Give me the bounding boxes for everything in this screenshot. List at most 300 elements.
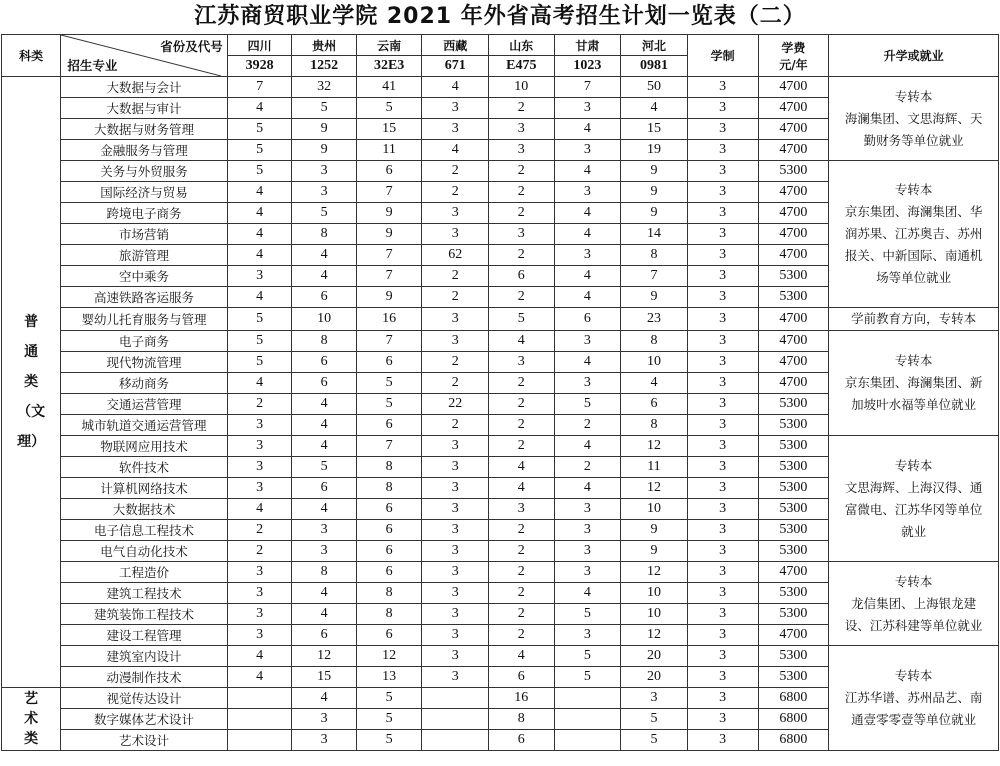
quota-cell: 6 [489,730,555,751]
fee-cell: 5300 [758,499,829,520]
quota-cell: 6 [356,625,422,646]
fee-header [758,35,829,77]
quota-cell: 16 [489,688,555,709]
duration-cell: 3 [687,373,758,394]
quota-cell: 4 [489,331,555,352]
fee-cell: 5300 [758,667,829,688]
province-code-label: 省份及代号 [160,39,223,54]
quota-cell: 3 [227,562,292,583]
duration-cell: 3 [687,667,758,688]
quota-cell: 10 [489,77,555,98]
major-cell: 关务与外贸服务 [61,161,228,182]
province-name: 山东 [489,35,555,56]
quota-cell: 4 [554,436,621,457]
quota-cell: 11 [621,457,688,478]
table-row [2,331,999,352]
table-row [2,161,999,182]
quota-cell: 2 [489,98,555,119]
quota-cell [554,709,621,730]
quota-cell: 3 [422,646,489,667]
fee-cell: 4700 [758,245,829,266]
quota-cell: 4 [422,140,489,161]
quota-cell: 3 [227,625,292,646]
quota-cell: 9 [621,203,688,224]
quota-cell: 3 [422,98,489,119]
quota-cell: 5 [621,709,688,730]
quota-cell: 5 [292,98,357,119]
quota-cell: 6 [356,499,422,520]
fee-cell: 4700 [758,77,829,98]
quota-cell: 3 [227,478,292,499]
major-label: 招生专业 [67,58,118,73]
quota-cell: 4 [554,203,621,224]
quota-cell [554,688,621,709]
duration-header: 学制 [687,35,758,77]
duration-cell: 3 [687,77,758,98]
quota-cell: 2 [422,373,489,394]
quota-cell: 5 [356,394,422,415]
quota-cell: 4 [489,646,555,667]
quota-cell: 2 [489,415,555,436]
quota-cell: 9 [621,287,688,308]
category-char: 类 [24,731,39,747]
quota-cell [422,688,489,709]
fee-cell: 5300 [758,415,829,436]
quota-cell: 10 [621,499,688,520]
quota-cell: 50 [621,77,688,98]
quota-cell: 9 [356,287,422,308]
quota-cell: 10 [621,352,688,373]
major-cell: 大数据技术 [61,499,228,520]
pathway-line: 专转本 [894,88,933,104]
quota-cell: 3 [554,98,621,119]
major-cell: 动漫制作技术 [61,667,228,688]
quota-cell: 4 [292,415,357,436]
quota-cell: 3 [422,604,489,625]
duration-cell: 3 [687,457,758,478]
quota-cell: 2 [489,604,555,625]
fee-cell: 4700 [758,373,829,394]
pathway-line: 专转本 [894,668,933,683]
major-cell: 移动商务 [61,373,228,394]
quota-cell: 3 [554,541,621,562]
fee-cell: 5300 [758,394,829,415]
quota-cell: 4 [227,287,292,308]
quota-cell: 3 [422,499,489,520]
quota-cell: 3 [554,245,621,266]
quota-cell [227,688,292,709]
pathway-line: 专转本 [894,353,933,368]
pathway-line: 京东集团、海澜集团、新 [844,375,983,390]
province-code: 1023 [554,56,621,77]
quota-cell: 6 [554,308,621,331]
quota-cell: 3 [422,667,489,688]
fee-header-line: 学费 [781,40,806,55]
fee-cell: 4700 [758,98,829,119]
quota-cell: 3 [489,119,555,140]
major-cell: 建筑室内设计 [61,646,228,667]
quota-cell [422,709,489,730]
fee-cell: 5300 [758,604,829,625]
quota-cell: 4 [554,478,621,499]
quota-cell: 4 [292,245,357,266]
fee-cell: 5300 [758,541,829,562]
quota-cell: 3 [422,203,489,224]
quota-cell: 9 [621,520,688,541]
quota-cell: 3 [422,625,489,646]
quota-cell: 2 [489,436,555,457]
quota-cell: 2 [489,287,555,308]
quota-cell: 10 [292,308,357,331]
category-general [2,77,61,688]
quota-cell: 5 [356,709,422,730]
province-name: 四川 [227,35,292,56]
category-char: （文 [17,404,46,420]
table-row [2,562,999,583]
fee-cell: 6800 [758,730,829,751]
fee-cell: 5300 [758,287,829,308]
quota-cell: 4 [292,604,357,625]
quota-cell: 4 [554,161,621,182]
pathway-cell [829,562,999,646]
quota-cell: 8 [356,457,422,478]
enrollment-plan-table [1,34,999,751]
major-cell: 婴幼儿托育服务与管理 [61,308,228,331]
major-cell: 城市轨道交通运营管理 [61,415,228,436]
quota-cell: 4 [554,352,621,373]
province-code: 32E3 [356,56,422,77]
quota-cell: 5 [227,119,292,140]
quota-cell: 4 [227,224,292,245]
quota-cell: 3 [621,688,688,709]
quota-cell [227,730,292,751]
fee-cell: 4700 [758,182,829,203]
quota-cell [422,730,489,751]
quota-cell: 3 [422,308,489,331]
category-char: 通 [24,344,39,360]
quota-cell: 5 [554,667,621,688]
quota-cell: 12 [292,646,357,667]
major-cell: 国际经济与贸易 [61,182,228,203]
duration-cell: 3 [687,266,758,287]
major-cell: 建设工程管理 [61,625,228,646]
quota-cell: 2 [489,625,555,646]
quota-cell: 3 [422,457,489,478]
duration-cell: 3 [687,352,758,373]
duration-cell: 3 [687,730,758,751]
pathway-line: 文思海辉、上海汉得、通 [844,479,983,495]
quota-cell: 5 [489,308,555,331]
quota-cell: 2 [422,161,489,182]
quota-cell: 2 [422,182,489,203]
fee-cell: 4700 [758,331,829,352]
quota-cell: 3 [422,436,489,457]
pathway-line: 京东集团、海澜集团、华 [844,204,983,219]
pathway-line: 场等单位就业 [876,270,952,285]
duration-cell: 3 [687,520,758,541]
quota-cell: 3 [554,499,621,520]
fee-cell: 5300 [758,520,829,541]
quota-cell: 6 [356,161,422,182]
quota-cell [227,709,292,730]
quota-cell: 4 [227,182,292,203]
fee-cell: 6800 [758,709,829,730]
duration-cell: 3 [687,646,758,667]
quota-cell: 7 [356,331,422,352]
major-cell: 物联网应用技术 [61,436,228,457]
quota-cell: 6 [356,520,422,541]
duration-cell: 3 [687,119,758,140]
quota-cell: 15 [292,667,357,688]
table-row [2,436,999,457]
quota-cell: 3 [292,182,357,203]
quota-cell: 8 [292,331,357,352]
major-cell: 建筑工程技术 [61,583,228,604]
quota-cell: 6 [356,415,422,436]
quota-cell: 2 [422,352,489,373]
duration-cell: 3 [687,140,758,161]
duration-cell: 3 [687,394,758,415]
major-cell: 大数据与审计 [61,98,228,119]
pathway-cell [829,436,999,562]
duration-cell: 3 [687,331,758,352]
quota-cell: 8 [356,583,422,604]
fee-cell: 4700 [758,562,829,583]
pathway-line: 加坡叶水福等单位就业 [851,397,977,412]
quota-cell: 3 [227,436,292,457]
pathway-line: 报关、中新国际、南通机 [844,248,983,263]
quota-cell: 4 [292,394,357,415]
duration-cell: 3 [687,415,758,436]
fee-cell: 5300 [758,161,829,182]
quota-cell: 5 [356,730,422,751]
quota-cell: 8 [292,562,357,583]
table-row [2,308,999,331]
quota-cell: 41 [356,77,422,98]
major-cell: 建筑装饰工程技术 [61,604,228,625]
duration-cell: 3 [687,182,758,203]
quota-cell: 7 [621,266,688,287]
quota-cell: 19 [621,140,688,161]
pathway-line: 勤财务等单位就业 [863,132,964,148]
quota-cell: 9 [621,161,688,182]
quota-cell: 3 [292,161,357,182]
fee-cell: 5300 [758,266,829,287]
category-art [2,688,61,751]
pathway-line: 通壹零零壹等单位就业 [851,712,977,727]
quota-cell: 20 [621,646,688,667]
province-code: 1252 [292,56,357,77]
quota-cell: 3 [422,562,489,583]
quota-cell: 62 [422,245,489,266]
quota-cell: 4 [292,266,357,287]
pathway-line: 富微电、江苏华冈等单位 [844,501,983,517]
header-row-1 [2,35,999,56]
quota-cell: 12 [621,562,688,583]
major-cell: 视觉传达设计 [61,688,228,709]
major-cell: 电子商务 [61,331,228,352]
major-cell: 金融服务与管理 [61,140,228,161]
fee-cell: 4700 [758,352,829,373]
quota-cell: 3 [554,625,621,646]
fee-cell: 6800 [758,688,829,709]
quota-cell: 3 [554,182,621,203]
quota-cell: 3 [292,520,357,541]
pathway-cell [829,77,999,161]
pathway-line: 润苏果、江苏奥吉、苏州 [844,226,983,241]
fee-cell: 4700 [758,224,829,245]
quota-cell: 32 [292,77,357,98]
province-name: 西藏 [422,35,489,56]
quota-cell: 5 [292,457,357,478]
major-cell: 交通运营管理 [61,394,228,415]
quota-cell: 9 [292,119,357,140]
quota-cell: 2 [554,415,621,436]
duration-cell: 3 [687,541,758,562]
quota-cell: 7 [356,266,422,287]
quota-cell: 4 [554,287,621,308]
quota-cell [554,730,621,751]
quota-cell: 8 [621,415,688,436]
quota-cell: 4 [489,478,555,499]
quota-cell: 10 [621,604,688,625]
quota-cell: 9 [621,541,688,562]
duration-cell: 3 [687,583,758,604]
quota-cell: 3 [227,457,292,478]
pathway-line: 龙信集团、上海银龙建 [851,595,977,611]
quota-cell: 4 [227,373,292,394]
quota-cell: 3 [422,520,489,541]
major-cell: 高速铁路客运服务 [61,287,228,308]
duration-cell: 3 [687,625,758,646]
quota-cell: 2 [489,562,555,583]
quota-cell: 4 [621,98,688,119]
fee-cell: 5300 [758,478,829,499]
quota-cell: 20 [621,667,688,688]
quota-cell: 4 [292,583,357,604]
duration-cell: 3 [687,287,758,308]
quota-cell: 2 [489,203,555,224]
quota-cell: 15 [621,119,688,140]
quota-cell: 2 [422,266,489,287]
pathway-cell [829,331,999,436]
quota-cell: 3 [292,709,357,730]
duration-cell: 3 [687,245,758,266]
quota-cell: 3 [227,604,292,625]
pathway-line: 江苏华谱、苏州品艺、南 [844,690,983,705]
duration-cell: 3 [687,436,758,457]
fee-cell: 4700 [758,625,829,646]
quota-cell: 8 [621,331,688,352]
quota-cell: 6 [292,352,357,373]
category-char: 术 [24,711,39,727]
quota-cell: 10 [621,583,688,604]
fee-cell: 5300 [758,646,829,667]
major-cell: 旅游管理 [61,245,228,266]
category-char: 类 [24,374,39,390]
pathway-line: 海澜集团、文思海辉、天 [844,110,983,126]
category-header: 科类 [2,35,61,77]
duration-cell: 3 [687,98,758,119]
quota-cell: 3 [489,352,555,373]
quota-cell: 8 [292,224,357,245]
quota-cell: 3 [292,730,357,751]
quota-cell: 16 [356,308,422,331]
province-name: 云南 [356,35,422,56]
major-cell: 大数据与会计 [61,77,228,98]
pathway-line: 学前教育方向，专转本 [851,311,977,326]
pathway-line: 专转本 [894,457,933,473]
duration-cell: 3 [687,688,758,709]
quota-cell: 6 [292,373,357,394]
quota-cell: 3 [554,562,621,583]
quota-cell: 6 [292,478,357,499]
major-cell: 工程造价 [61,562,228,583]
quota-cell: 8 [489,709,555,730]
diagonal-header-cell [61,35,228,77]
quota-cell: 2 [489,161,555,182]
quota-cell: 12 [621,436,688,457]
page-title: 江苏商贸职业学院 2021 年外省高考招生计划一览表（二） [194,4,806,29]
quota-cell: 5 [621,730,688,751]
category-char: 理） [17,434,46,450]
quota-cell: 2 [489,520,555,541]
quota-cell: 3 [227,266,292,287]
province-code: 3928 [227,56,292,77]
duration-cell: 3 [687,203,758,224]
major-cell: 电气自动化技术 [61,541,228,562]
quota-cell: 11 [356,140,422,161]
quota-cell: 4 [227,245,292,266]
pathway-line: 设、江苏科建等单位就业 [844,617,983,633]
pathway-cell [829,161,999,308]
quota-cell: 12 [356,646,422,667]
quota-cell: 5 [356,688,422,709]
category-char: 艺 [24,691,39,707]
table-row [2,646,999,667]
fee-cell: 4700 [758,140,829,161]
quota-cell: 4 [422,77,489,98]
table-row [2,77,999,98]
fee-header-line: 元/年 [779,57,808,72]
duration-cell: 3 [687,562,758,583]
quota-cell: 3 [422,224,489,245]
pathway-line: 专转本 [894,573,933,589]
quota-cell: 3 [554,373,621,394]
quota-cell: 3 [422,119,489,140]
quota-cell: 5 [554,646,621,667]
quota-cell: 3 [489,499,555,520]
pathway-line: 专转本 [894,182,933,197]
quota-cell: 6 [356,562,422,583]
major-cell: 空中乘务 [61,266,228,287]
province-name: 河北 [621,35,688,56]
major-cell: 数字媒体艺术设计 [61,709,228,730]
quota-cell: 2 [554,457,621,478]
major-cell: 市场营销 [61,224,228,245]
quota-cell: 4 [554,583,621,604]
duration-cell: 3 [687,308,758,331]
province-code: 671 [422,56,489,77]
quota-cell: 4 [227,667,292,688]
quota-cell: 6 [292,287,357,308]
major-cell: 电子信息工程技术 [61,520,228,541]
quota-cell: 4 [292,688,357,709]
duration-cell: 3 [687,161,758,182]
quota-cell: 3 [422,583,489,604]
quota-cell: 4 [227,499,292,520]
quota-cell: 6 [489,266,555,287]
